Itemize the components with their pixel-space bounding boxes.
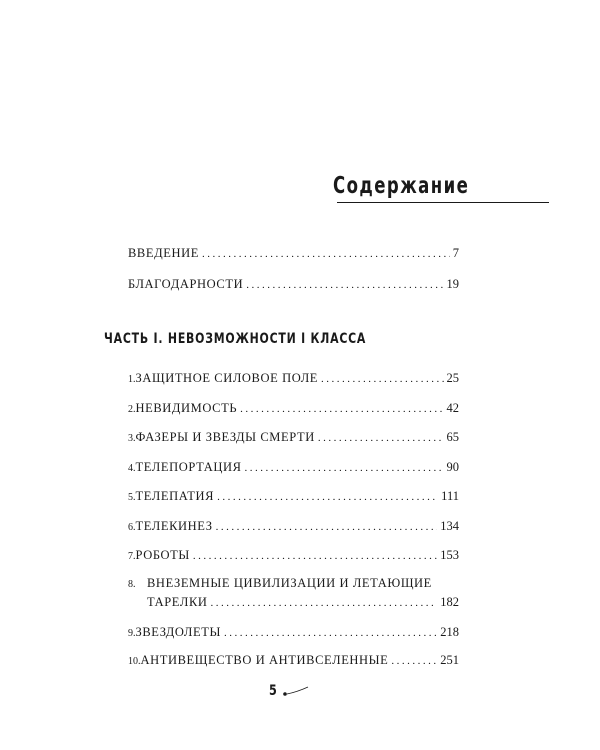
toc-entry-label: ЗАЩИТНОЕ СИЛОВОЕ ПОЛЕ xyxy=(135,371,319,385)
toc-leader-dots xyxy=(193,546,437,566)
toc-entry-label: ТЕЛЕКИНЕЗ xyxy=(135,519,213,533)
toc-entry-page: 7 xyxy=(452,246,459,260)
chapter-number: 4. xyxy=(128,463,136,474)
toc-entry-chapter-7[interactable] xyxy=(128,545,459,565)
toc-leader-dots xyxy=(202,244,450,264)
toc-entry-chapter-8-line-1[interactable] xyxy=(128,573,459,593)
toc-entry-page: 90 xyxy=(446,460,459,474)
chapter-number: 10. xyxy=(128,656,141,667)
toc-entry-chapter-3[interactable] xyxy=(128,427,459,447)
part-heading: ЧАСТЬ I. НЕВОЗМОЖНОСТИ I КЛАССА xyxy=(104,331,367,347)
chapter-number: 2. xyxy=(128,404,136,415)
toc-entry-page: 65 xyxy=(446,430,459,444)
toc-leader-dots xyxy=(240,399,443,419)
chapter-number: 7. xyxy=(128,551,136,562)
toc-entry-acknowledgements[interactable] xyxy=(128,274,459,294)
chapter-number: 3. xyxy=(128,433,136,444)
toc-entry-label: АНТИВЕЩЕСТВО И АНТИВСЕЛЕННЫЕ xyxy=(140,653,389,667)
toc-leader-dots xyxy=(321,369,443,389)
toc-leader-dots xyxy=(211,593,438,613)
toc-entry-label-continued: ТАРЕЛКИ xyxy=(147,595,208,609)
toc-entry-label: ФАЗЕРЫ И ЗВЕЗДЫ СМЕРТИ xyxy=(135,430,315,444)
toc-entry-label: НЕВИДИМОСТЬ xyxy=(135,401,238,415)
chapter-number: 1. xyxy=(128,374,136,385)
toc-leader-dots xyxy=(216,517,438,537)
toc-entry-label: ЗВЕЗДОЛЕТЫ xyxy=(135,625,221,639)
toc-entry-page: 153 xyxy=(440,548,459,562)
toc-entry-chapter-2[interactable] xyxy=(128,398,459,418)
toc-leader-dots xyxy=(224,623,437,643)
toc-entry-label: ВВЕДЕНИЕ xyxy=(128,246,199,260)
folio-swoosh-icon xyxy=(281,681,311,701)
toc-entry-chapter-8-line-2[interactable] xyxy=(147,592,459,612)
toc-leader-dots xyxy=(217,487,438,507)
chapter-number: 9. xyxy=(128,628,136,639)
chapter-number: 8. xyxy=(128,579,136,590)
toc-entry-page: 19 xyxy=(446,277,459,291)
toc-entry-label: ВНЕЗЕМНЫЕ ЦИВИЛИЗАЦИИ И ЛЕТАЮЩИЕ xyxy=(147,576,432,590)
chapter-number: 6. xyxy=(128,522,136,533)
toc-entry-label: РОБОТЫ xyxy=(135,548,190,562)
toc-entry-page: 134 xyxy=(440,519,459,533)
chapter-number: 5. xyxy=(128,492,136,503)
title-underline xyxy=(337,202,549,203)
toc-entry-label: БЛАГОДАРНОСТИ xyxy=(128,277,244,291)
toc-entry-page: 218 xyxy=(440,625,459,639)
toc-entry-label: ТЕЛЕПАТИЯ xyxy=(135,489,215,503)
toc-entry-page: 182 xyxy=(440,595,459,609)
toc-entry-introduction[interactable] xyxy=(128,243,459,263)
toc-leader-dots xyxy=(246,275,443,295)
toc-entry-chapter-10[interactable] xyxy=(128,650,459,670)
toc-leader-dots xyxy=(318,428,444,448)
toc-leader-dots xyxy=(245,458,444,478)
toc-entry-chapter-6[interactable] xyxy=(128,516,459,536)
toc-entry-page: 42 xyxy=(446,401,459,415)
toc-entry-chapter-9[interactable] xyxy=(128,622,459,642)
toc-entry-chapter-5[interactable] xyxy=(128,486,459,506)
toc-entry-chapter-1[interactable] xyxy=(128,368,459,388)
toc-entry-chapter-4[interactable] xyxy=(128,457,459,477)
toc-entry-label: ТЕЛЕПОРТАЦИЯ xyxy=(135,460,242,474)
toc-leader-dots xyxy=(391,651,437,671)
toc-entry-page: 251 xyxy=(440,653,459,667)
toc-entry-page: 111 xyxy=(441,489,459,503)
toc-entry-page: 25 xyxy=(446,371,459,385)
page-number: 5 xyxy=(269,683,277,699)
page-title: Содержание xyxy=(332,173,469,199)
